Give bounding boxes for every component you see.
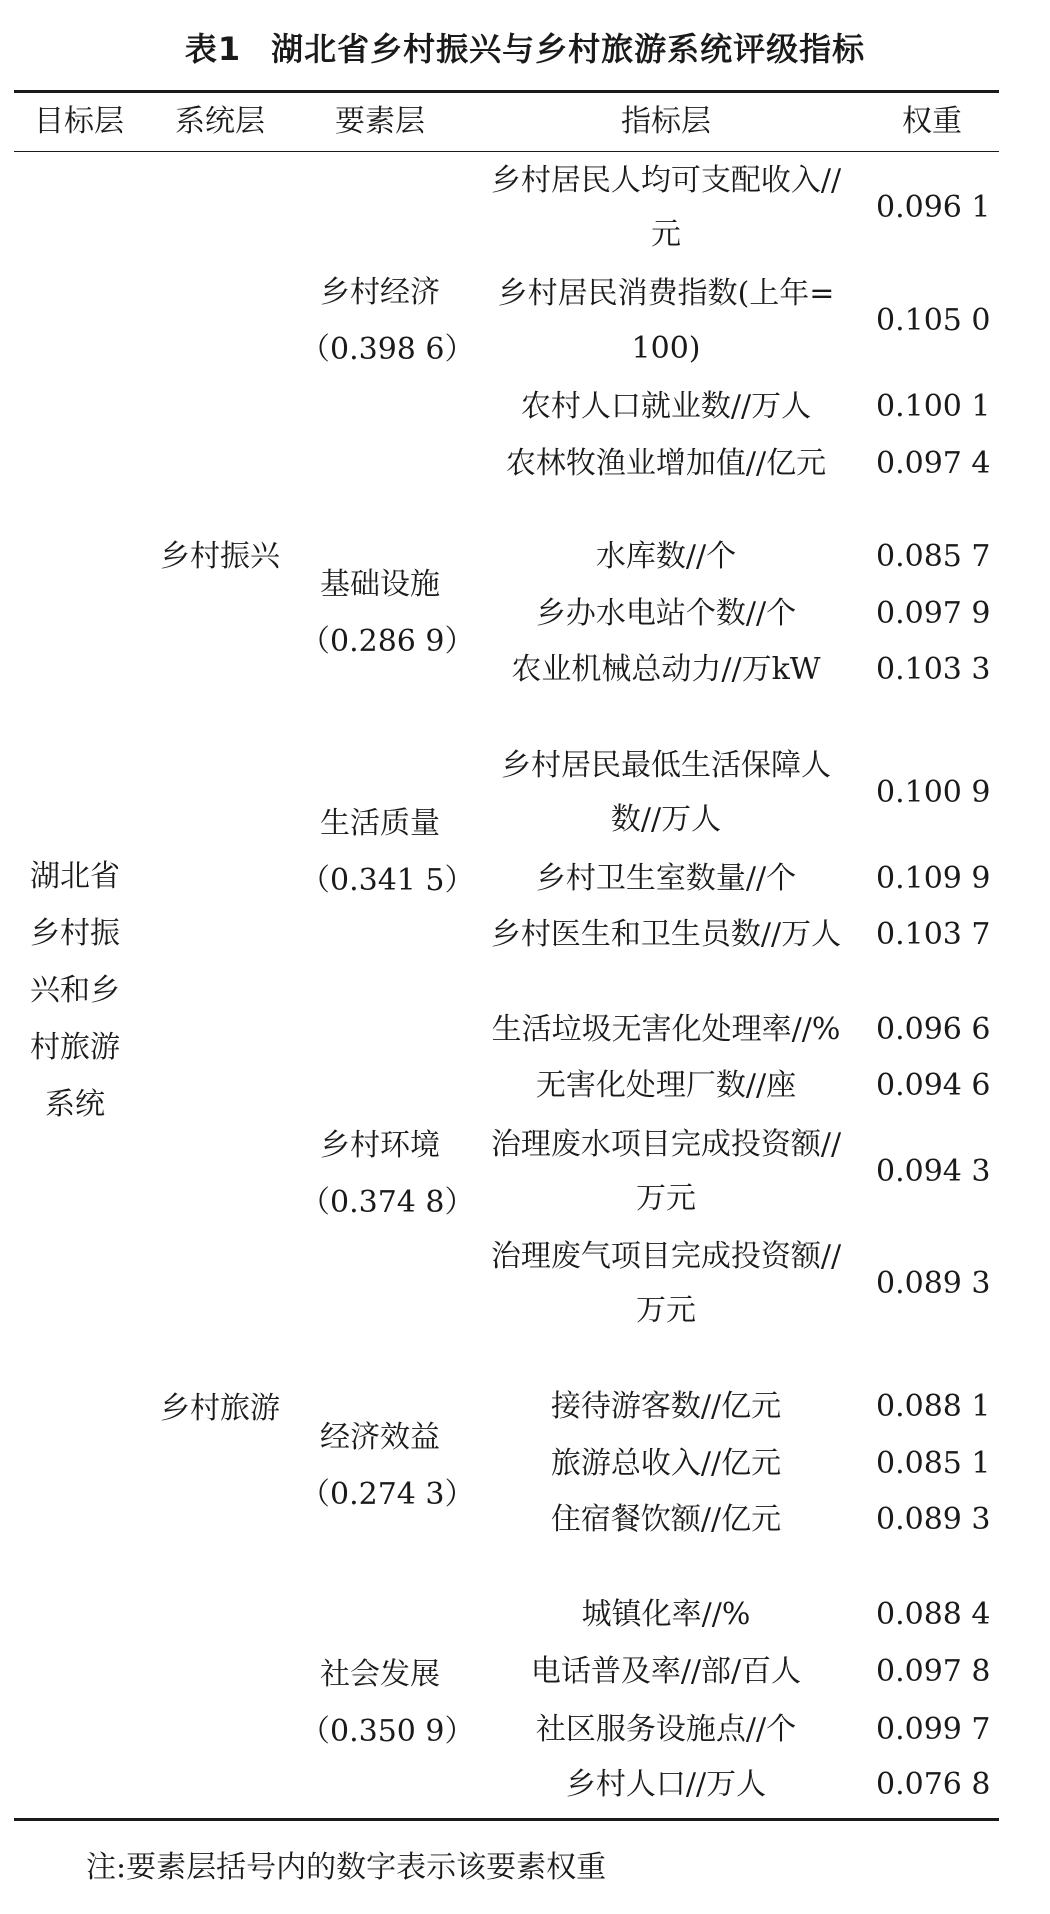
indicator-weight: 0.103 3 [876, 652, 991, 687]
indicator-text: 乡村居民人均可支配收入// [490, 163, 842, 198]
indicator-weight: 0.096 1 [876, 190, 991, 225]
indicator-text: 乡村居民最低生活保障人 [501, 748, 831, 783]
indicator-weight: 0.088 4 [876, 1597, 991, 1632]
goal-line: 兴和乡 [30, 973, 120, 1008]
indicator-weight: 0.097 9 [876, 596, 991, 631]
table-number: 表1 [184, 30, 242, 68]
indicator-text: 农村人口就业数//万人 [520, 389, 812, 424]
header-element: 要素层 [335, 104, 425, 139]
indicator-text: 城镇化率//% [581, 1597, 751, 1632]
table-note: 注:要素层括号内的数字表示该要素权重 [86, 1850, 607, 1885]
indicator-text: 接待游客数//亿元 [550, 1389, 782, 1424]
indicator-text: 乡村人口//万人 [565, 1767, 767, 1802]
indicator-weight: 0.097 4 [876, 446, 991, 481]
indicator-text: 社区服务设施点//个 [535, 1712, 797, 1747]
indicator-weight: 0.099 7 [876, 1712, 991, 1747]
element-name: 乡村经济 [320, 275, 440, 310]
element-name: 生活质量 [320, 806, 440, 841]
indicator-text: 电话普及率//部/百人 [530, 1654, 802, 1689]
indicator-weight: 0.100 1 [876, 389, 991, 424]
system-rural-tourism: 乡村旅游 [160, 1391, 280, 1426]
indicator-weight: 0.094 3 [876, 1154, 991, 1189]
goal-line: 村旅游 [30, 1030, 120, 1065]
indicator-weight: 0.096 6 [876, 1012, 991, 1047]
element-weight: （0.286 9） [300, 624, 475, 659]
indicator-text: 住宿餐饮额//亿元 [550, 1502, 782, 1537]
indicator-weight: 0.089 3 [876, 1266, 991, 1301]
indicator-text-cont: 万元 [636, 1181, 696, 1216]
element-weight: （0.374 8） [300, 1185, 475, 1220]
goal-line: 乡村振 [30, 916, 120, 951]
indicator-text: 生活垃圾无害化处理率//% [491, 1012, 841, 1047]
indicator-weight: 0.085 1 [876, 1446, 991, 1481]
element-name: 基础设施 [320, 567, 440, 602]
indicator-weight: 0.109 9 [876, 861, 991, 896]
header-goal: 目标层 [34, 104, 124, 139]
indicator-weight: 0.085 7 [876, 539, 991, 574]
system-rural-revitalization: 乡村振兴 [160, 539, 280, 574]
bottom-rule [14, 1818, 999, 1821]
indicator-text: 旅游总收入//亿元 [550, 1446, 782, 1481]
goal-line: 湖北省 [30, 859, 120, 894]
indicator-text: 治理废气项目完成投资额// [490, 1239, 842, 1274]
indicator-text: 水库数//个 [595, 539, 737, 574]
header-system: 系统层 [175, 104, 265, 139]
element-name: 乡村环境 [320, 1128, 440, 1163]
indicator-text: 乡办水电站个数//个 [535, 596, 797, 631]
indicator-weight: 0.105 0 [876, 303, 991, 338]
indicator-text: 乡村居民消费指数(上年= [497, 276, 835, 311]
indicator-text-cont: 万元 [636, 1293, 696, 1328]
indicator-text-cont: 元 [651, 217, 681, 252]
indicator-text: 无害化处理厂数//座 [535, 1068, 797, 1103]
header-rule [14, 151, 999, 152]
indicator-weight: 0.103 7 [876, 917, 991, 952]
indicator-text: 乡村卫生室数量//个 [535, 861, 797, 896]
indicator-weight: 0.088 1 [876, 1389, 991, 1424]
element-weight: （0.341 5） [300, 863, 475, 898]
header-indicator: 指标层 [621, 104, 711, 139]
indicator-weight: 0.097 8 [876, 1654, 991, 1689]
top-rule [14, 90, 999, 93]
indicator-weight: 0.094 6 [876, 1068, 991, 1103]
element-weight: （0.398 6） [300, 332, 475, 367]
indicator-weight: 0.100 9 [876, 775, 991, 810]
indicator-text: 治理废水项目完成投资额// [490, 1127, 842, 1162]
table-caption [0, 24, 1050, 70]
header-weight: 权重 [902, 104, 962, 139]
indicator-text: 乡村医生和卫生员数//万人 [490, 917, 842, 952]
indicator-weight: 0.076 8 [876, 1767, 991, 1802]
goal-cell [0, 848, 150, 1133]
element-name: 社会发展 [320, 1657, 440, 1692]
goal-line: 系统 [45, 1087, 105, 1122]
indicator-text-cont: 100) [631, 331, 701, 366]
element-weight: （0.350 9） [300, 1714, 475, 1749]
indicator-text-cont: 数//万人 [610, 802, 722, 837]
indicator-weight: 0.089 3 [876, 1502, 991, 1537]
indicator-text: 农林牧渔业增加值//亿元 [505, 446, 827, 481]
element-name: 经济效益 [320, 1420, 440, 1455]
indicator-text: 农业机械总动力//万kW [511, 652, 821, 687]
table-title: 湖北省乡村振兴与乡村旅游系统评级指标 [271, 30, 866, 68]
element-weight: （0.274 3） [300, 1477, 475, 1512]
